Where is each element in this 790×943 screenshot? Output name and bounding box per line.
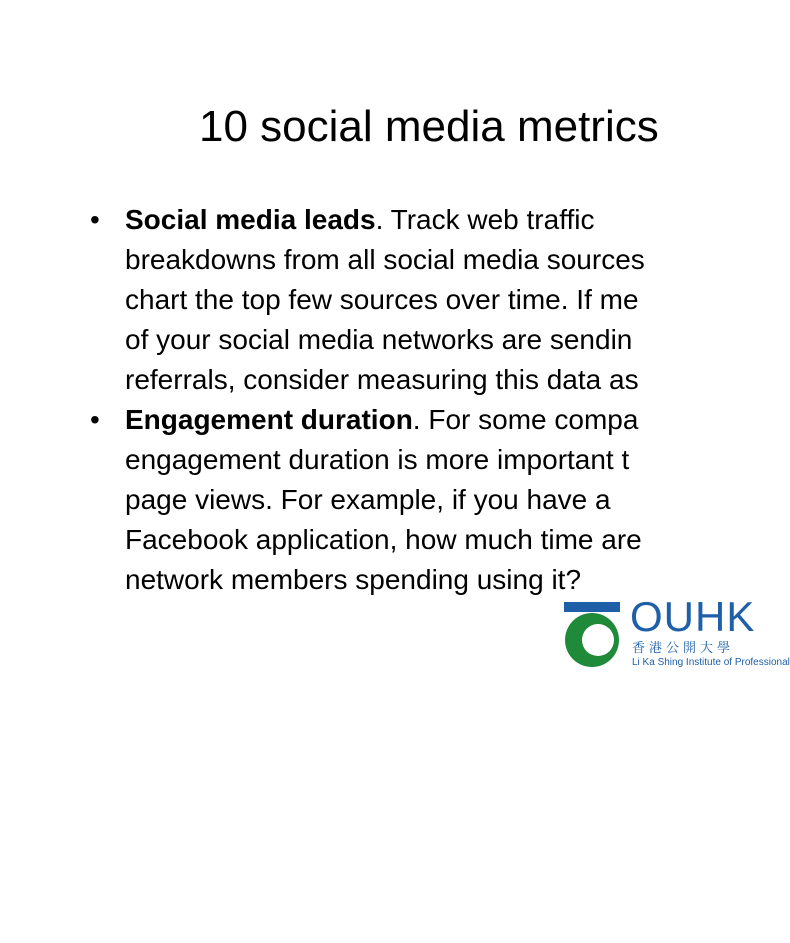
bullet-item-social-media-leads [0, 200, 728, 400]
bullet-lead: Engagement duration [125, 404, 413, 435]
bullet-line-text: . Track web traffic [375, 204, 595, 235]
logo-name: OUHK [630, 593, 756, 640]
logo-english-name: Li Ka Shing Institute of Professional [632, 657, 790, 668]
bullet-line: chart the top few sources over time. If me [125, 284, 639, 315]
logo-chinese-name: 香港公開大學 [632, 640, 735, 655]
bullet-line: network members spending using it? [125, 564, 582, 595]
bullet-dot: • [90, 204, 100, 235]
bullet-item-engagement-duration [0, 400, 728, 600]
bullet-line: referrals, consider measuring this data as [125, 364, 639, 395]
bullet-line: page views. For example, if you have a [125, 484, 611, 515]
bullet-line: of your social media networks are sendin [125, 324, 633, 355]
bullet-lead: Social media leads [125, 204, 376, 235]
bullet-line: engagement duration is more important t [125, 444, 630, 475]
bullet-line: Facebook application, how much time are [125, 524, 642, 555]
emblem-white-circle [582, 624, 614, 656]
bullet-dot: • [90, 404, 100, 435]
bullet-line [125, 400, 728, 440]
bullet-list [0, 200, 728, 600]
bullet-line-text: . For some compa [412, 404, 639, 435]
emblem-blue-bar [564, 602, 620, 612]
ouhk-emblem-icon [564, 602, 620, 670]
bullet-line: breakdowns from all social media sources [125, 244, 645, 275]
bullet-line [125, 200, 728, 240]
ouhk-logo [564, 593, 790, 672]
slide-title: 10 social media metrics [199, 102, 659, 151]
